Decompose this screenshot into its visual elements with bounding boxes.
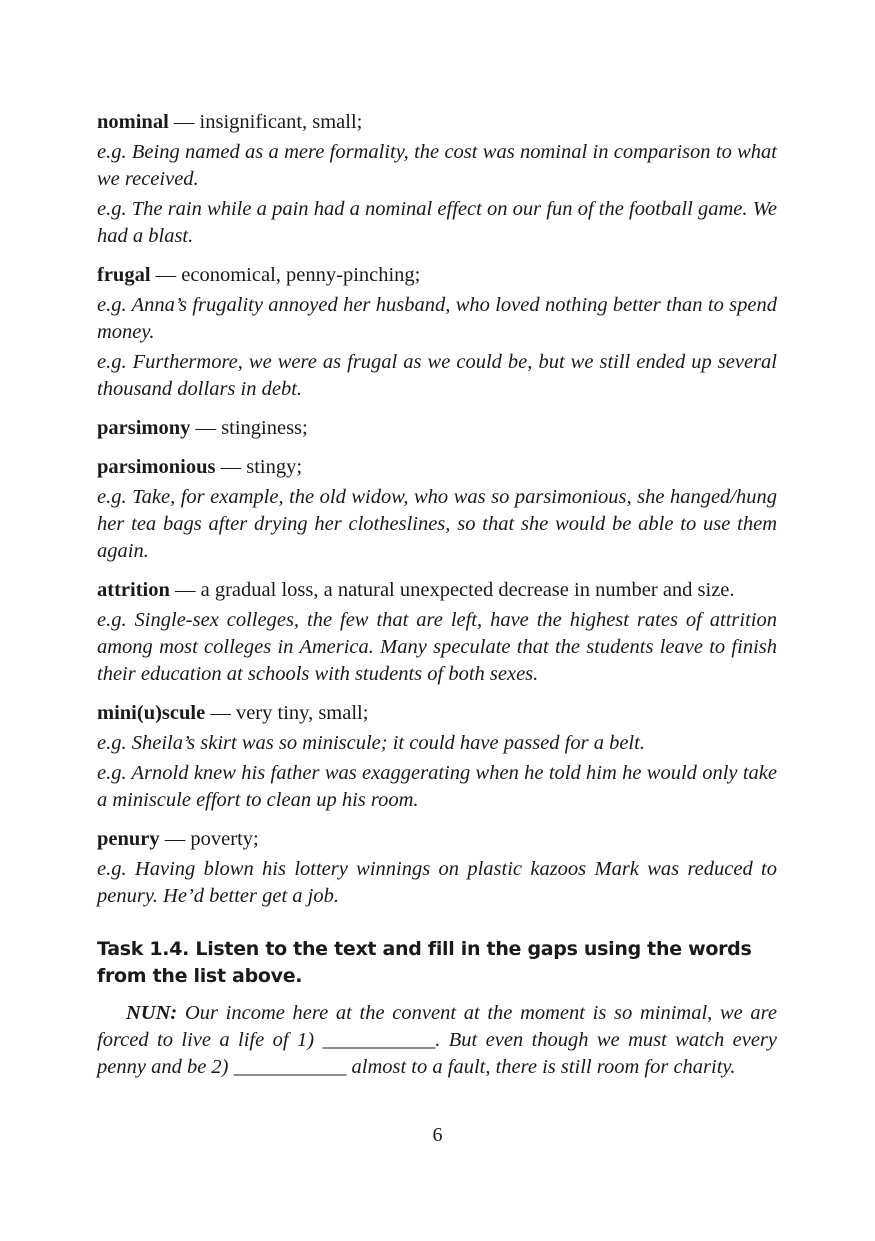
entry-example: e.g. Being named as a mere formality, the cost was nominal in comparison to what we received. bbox=[97, 141, 777, 190]
entry-definition: — a gradual loss, a natural unexpected decrease in number and size. bbox=[169, 579, 735, 601]
entry-definition: — insignificant, small; bbox=[168, 111, 363, 133]
vocab-entry-parsimony bbox=[97, 415, 777, 442]
vocab-entry-penury bbox=[97, 826, 777, 910]
vocab-entry-miniscule bbox=[97, 700, 777, 814]
entry-example: e.g. Take, for example, the old widow, who was so parsimonious, she hanged/hung her tea bags after drying her clotheslines, so that she would be able to use them again. bbox=[97, 486, 777, 562]
entry-example: e.g. Arnold knew his father was exaggerating when he told him he would only take a miniscule effort to clean up his room. bbox=[97, 762, 777, 811]
entry-example: e.g. Anna’s frugality annoyed her husband, who loved nothing better than to spend money. bbox=[97, 294, 777, 343]
dialog-speaker: NUN: bbox=[126, 1002, 178, 1024]
vocab-entry-nominal bbox=[97, 109, 777, 250]
dialog-text: Our income here at the convent at the moment is so minimal, we are forced to live a life of 1) ___________. But even though we must watch every penny and be 2) ___________ almost to a fault, there is still room for charity. bbox=[97, 1002, 777, 1078]
entry-term: parsimonious bbox=[97, 456, 216, 478]
entry-term: attrition bbox=[97, 579, 170, 601]
entry-definition: — economical, penny-pinching; bbox=[150, 264, 421, 286]
entry-heading bbox=[97, 109, 777, 136]
entry-definition: — very tiny, small; bbox=[205, 702, 369, 724]
task-heading: Task 1.4. Listen to the text and fill in the gaps using the words from the list above. bbox=[97, 938, 752, 987]
task-dialog bbox=[97, 1000, 777, 1081]
entry-heading bbox=[97, 826, 777, 853]
entry-definition: — poverty; bbox=[159, 828, 259, 850]
page-number: 6 bbox=[432, 1124, 443, 1146]
entry-heading bbox=[97, 415, 777, 442]
entry-definition: — stingy; bbox=[215, 456, 303, 478]
entry-term: parsimony bbox=[97, 417, 191, 439]
entry-heading bbox=[97, 577, 777, 604]
entry-example: e.g. Having blown his lottery winnings on plastic kazoos Mark was reduced to penury. He’d better get a job. bbox=[97, 858, 777, 907]
entry-heading bbox=[97, 262, 777, 289]
vocabulary-content bbox=[97, 109, 777, 1081]
entry-term: mini(u)scule bbox=[97, 702, 206, 724]
entry-term: frugal bbox=[97, 264, 151, 286]
vocab-entry-frugal bbox=[97, 262, 777, 403]
vocab-entry-attrition bbox=[97, 577, 777, 688]
entry-example: e.g. Single-sex colleges, the few that are left, have the highest rates of attrition among most colleges in America. Many speculate that the students leave to finish their education at schools with students of both sexes. bbox=[97, 609, 777, 685]
entry-heading bbox=[97, 454, 777, 481]
entry-term: nominal bbox=[97, 111, 169, 133]
entry-example: e.g. The rain while a pain had a nominal effect on our fun of the football game. We had a blast. bbox=[97, 198, 777, 247]
entry-example: e.g. Furthermore, we were as frugal as we could be, but we still ended up several thousand dollars in debt. bbox=[97, 351, 777, 400]
entry-definition: — stinginess; bbox=[190, 417, 308, 439]
entry-term: penury bbox=[97, 828, 160, 850]
entry-example: e.g. Sheila’s skirt was so miniscule; it could have passed for a belt. bbox=[97, 732, 645, 754]
vocab-entry-parsimonious bbox=[97, 454, 777, 565]
entry-heading bbox=[97, 700, 777, 727]
